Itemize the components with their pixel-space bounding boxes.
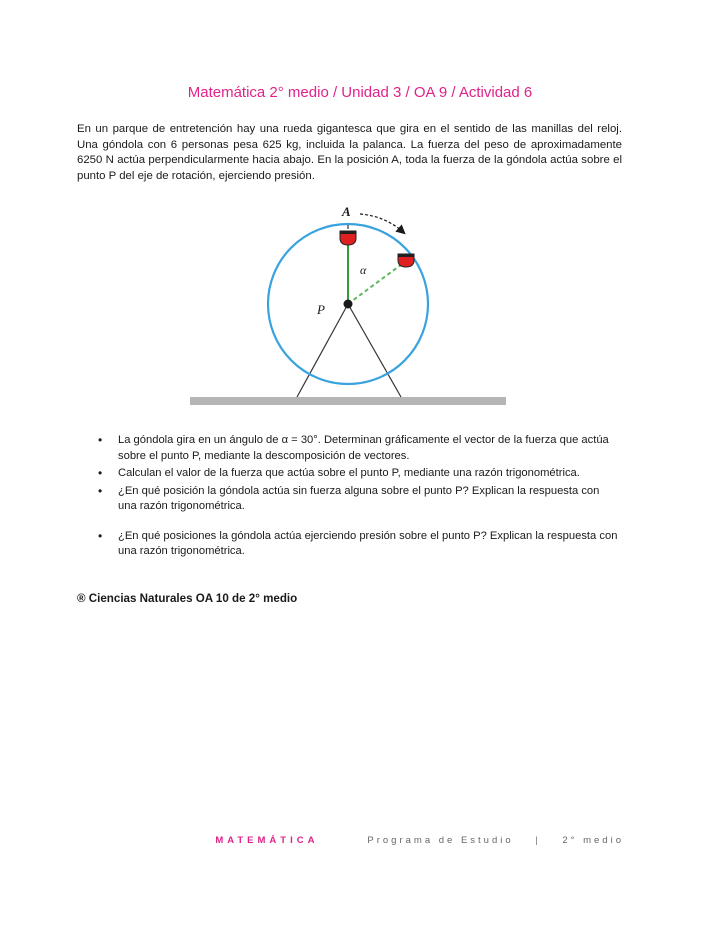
footer-separator: |: [535, 835, 541, 846]
label-alpha: α: [360, 263, 367, 277]
label-p: P: [317, 302, 325, 317]
footer-program: Programa de Estudio: [367, 835, 514, 846]
page-title: Matemática 2° medio / Unidad 3 / OA 9 / Actividad 6: [187, 84, 533, 101]
rotated-arm: [348, 264, 402, 304]
section-heading: ® Ciencias Naturales OA 10 de 2° medio: [77, 592, 298, 605]
footer-grade: 2° medio: [562, 835, 624, 846]
gondola-top: [340, 225, 356, 245]
page-footer: [215, 835, 624, 846]
ferris-wheel-diagram: [180, 196, 520, 411]
intro-paragraph: En un parque de entretención hay una rueda gigantesca que gira en el sentido de las manillas del reloj. Una góndola con 6 personas pesa 625 kg, incluida la palanca. La fuerza del peso de aproximadamente 6250 N actúa perpendicularmente hacia abajo. En la posición A, toda la fuerza de la góndola actúa sobre el punto P del eje de rotación, ejerciendo presión.: [77, 123, 622, 182]
list-item: • ¿En qué posiciones la góndola actúa ejerciendo presión sobre el punto P? Explican la respuesta con una razón trigonométrica.: [98, 529, 618, 560]
label-a: A: [342, 204, 351, 219]
list-item: • Calculan el valor de la fuerza que actúa sobre el punto P, mediante una razón trigonométrica.: [98, 466, 618, 482]
rotation-arrow: [360, 214, 403, 232]
gondola-rotated: [398, 254, 414, 267]
list-item: • La góndola gira en un ángulo de α = 30°. Determinan gráficamente el vector de la fuerza que actúa sobre el punto P, mediante la descomposición de vectores.: [98, 433, 618, 464]
pivot-point: [344, 300, 353, 309]
ground-bar: [190, 397, 506, 405]
activity-list: [98, 433, 618, 562]
list-item: • ¿En qué posición la góndola actúa sin fuerza alguna sobre el punto P? Explican la respuesta con una razón trigonométrica.: [98, 484, 618, 515]
footer-brand: MATEMÁTICA: [215, 835, 319, 846]
footer-spacer: [340, 835, 346, 846]
